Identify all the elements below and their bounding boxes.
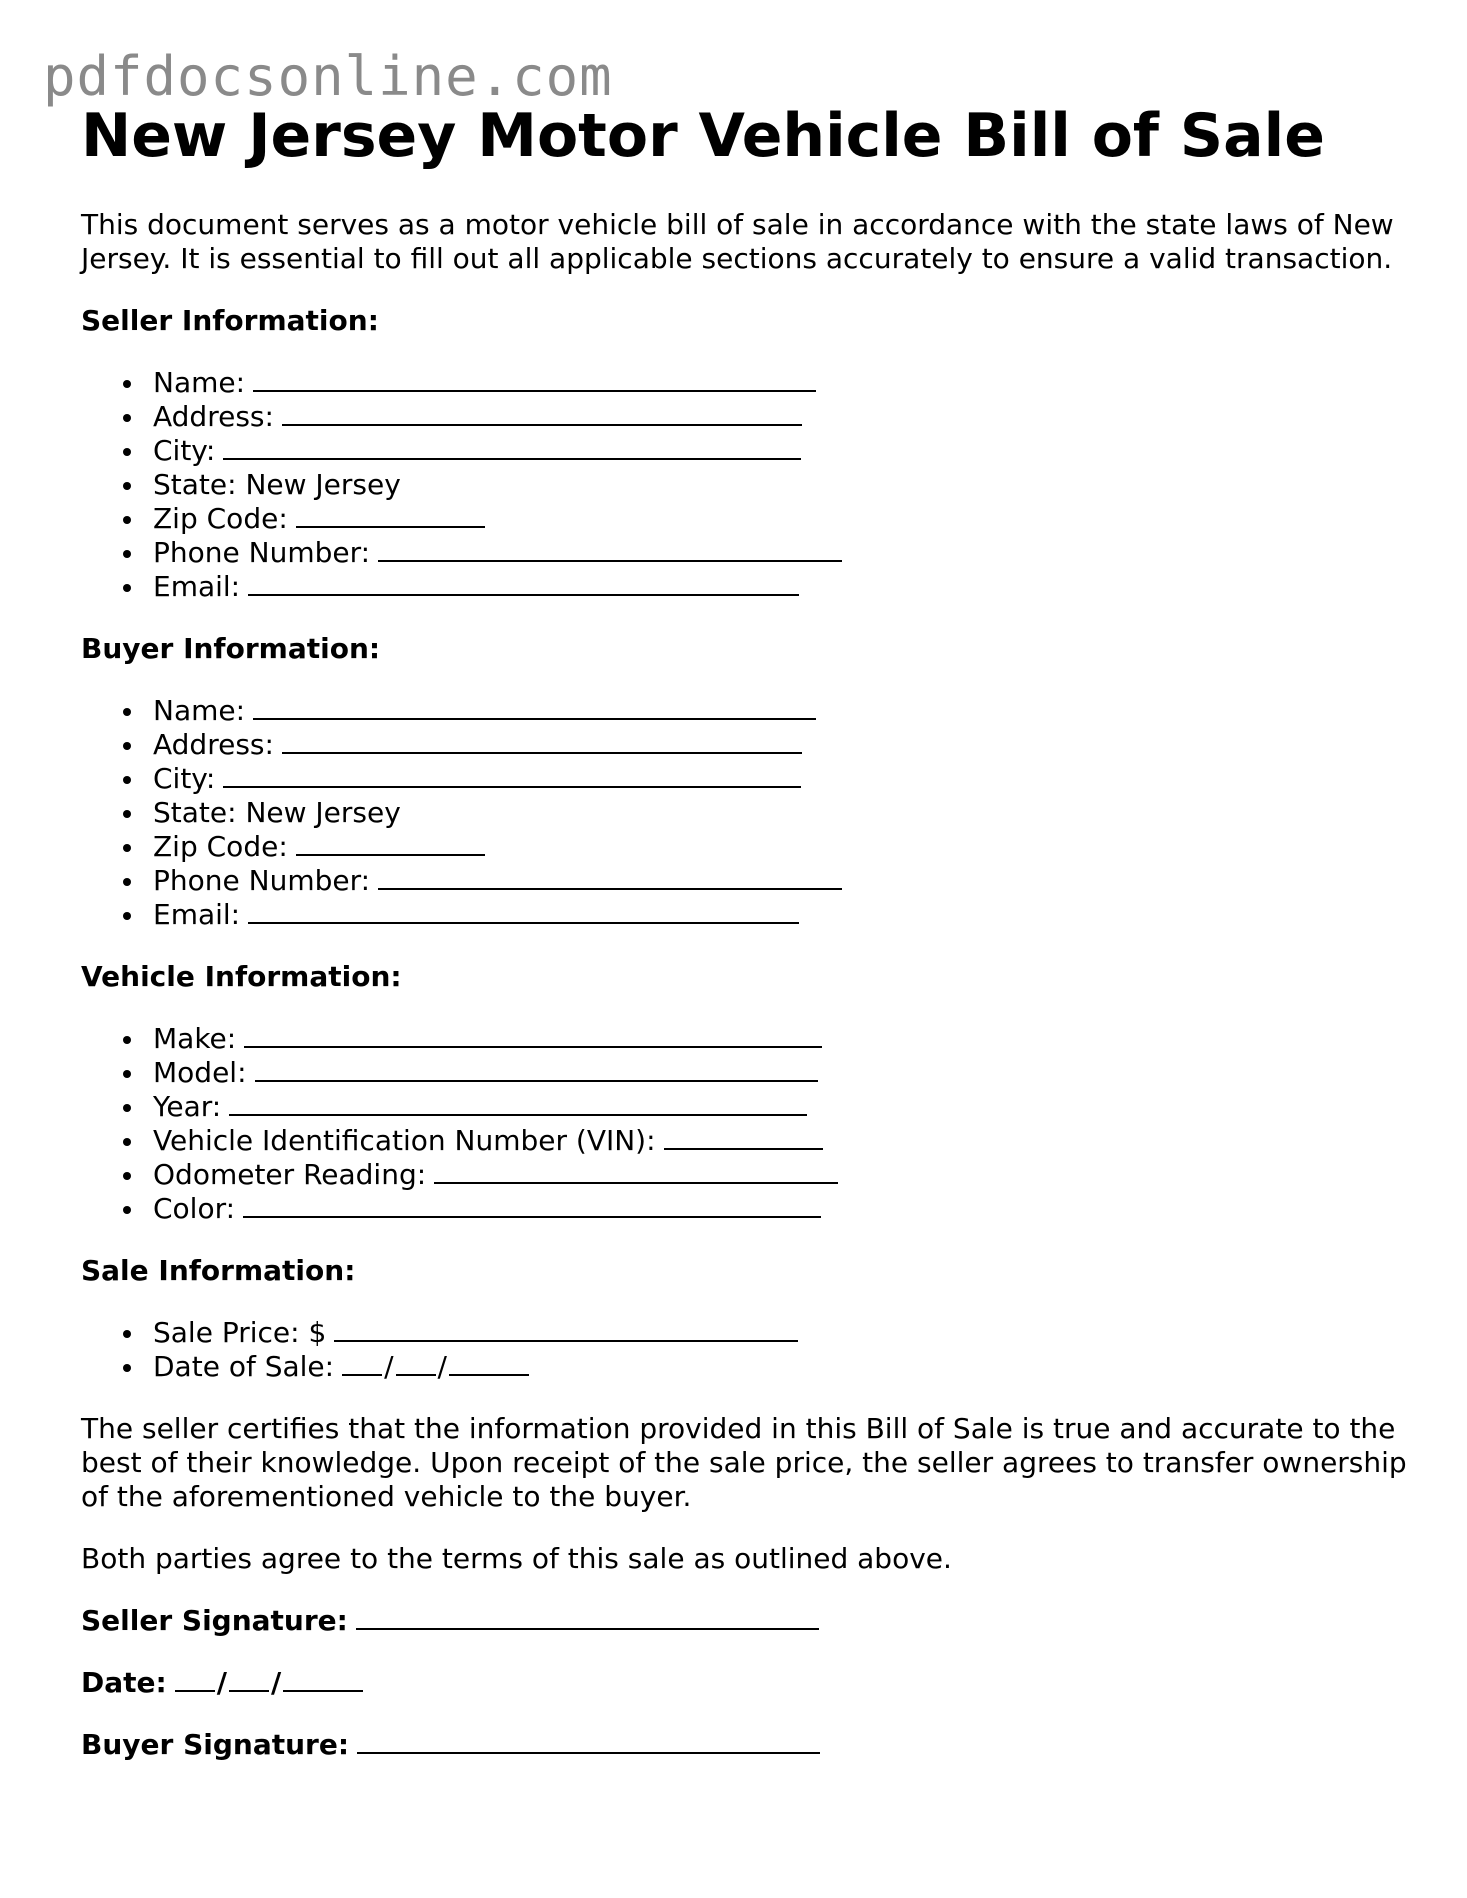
seller-state-item: [81, 468, 1421, 502]
buyer-address-item: [81, 728, 1421, 762]
buyer-address-field[interactable]: [282, 728, 802, 754]
vehicle-make-item: [81, 1022, 1421, 1056]
buyer-zip-label: Zip Code:: [153, 830, 288, 863]
vehicle-year-field[interactable]: [229, 1090, 807, 1116]
vehicle-heading: Vehicle Information:: [81, 960, 402, 993]
vehicle-color-label: Color:: [153, 1192, 236, 1225]
buyer-state-label: State: New Jersey: [153, 796, 401, 829]
vehicle-model-label: Model:: [153, 1056, 247, 1089]
buyer-email-label: Email:: [153, 898, 241, 931]
buyer-city-label: City:: [153, 762, 216, 795]
seller-city-label: City:: [153, 434, 216, 467]
buyer-phone-item: [81, 864, 1421, 898]
sale-price-item: [81, 1316, 1421, 1350]
seller-email-item: [81, 570, 1421, 604]
seller-zip-field[interactable]: [296, 502, 485, 528]
sale-date-year[interactable]: [449, 1350, 529, 1376]
sale-date-item: [81, 1350, 1421, 1384]
sale-date-label: Date of Sale:: [153, 1350, 335, 1383]
seller-address-item: [81, 400, 1421, 434]
date-separator: /: [437, 1350, 447, 1383]
sale-heading: Sale Information:: [81, 1254, 356, 1287]
vehicle-vin-field[interactable]: [664, 1124, 823, 1150]
buyer-email-field[interactable]: [248, 898, 799, 924]
buyer-signature-line: [81, 1728, 1421, 1762]
vehicle-fields: [81, 1022, 1421, 1226]
seller-address-field[interactable]: [282, 400, 802, 426]
buyer-city-field[interactable]: [223, 762, 801, 788]
sale-price-label: Sale Price: $: [153, 1316, 327, 1349]
buyer-address-label: Address:: [153, 728, 274, 761]
signature-date-day[interactable]: [229, 1666, 269, 1692]
sale-date-month[interactable]: [342, 1350, 382, 1376]
intro-paragraph: This document serves as a motor vehicle bill of sale in accordance with the state laws of New Jersey. It is essential to fill out all applicable sections accurately to ensure a valid transaction.: [81, 208, 1394, 275]
signature-date-field[interactable]: [175, 1666, 363, 1700]
buyer-name-label: Name:: [153, 694, 246, 727]
vehicle-model-field[interactable]: [255, 1056, 818, 1082]
seller-heading: Seller Information:: [81, 304, 379, 337]
seller-state-label: State: New Jersey: [153, 468, 401, 501]
seller-city-field[interactable]: [223, 434, 801, 460]
vehicle-model-item: [81, 1056, 1421, 1090]
document-page: [81, 100, 1421, 1762]
sale-price-field[interactable]: [334, 1316, 798, 1342]
seller-zip-label: Zip Code:: [153, 502, 288, 535]
seller-name-field[interactable]: [253, 366, 816, 392]
seller-name-label: Name:: [153, 366, 246, 399]
buyer-state-item: [81, 796, 1421, 830]
buyer-name-field[interactable]: [253, 694, 816, 720]
date-separator: /: [270, 1666, 282, 1699]
buyer-email-item: [81, 898, 1421, 932]
buyer-signature-label: Buyer Signature:: [81, 1728, 350, 1761]
seller-phone-label: Phone Number:: [153, 536, 371, 569]
buyer-zip-item: [81, 830, 1421, 864]
seller-fields: [81, 366, 1421, 604]
vehicle-make-field[interactable]: [244, 1022, 822, 1048]
buyer-phone-label: Phone Number:: [153, 864, 371, 897]
vehicle-color-field[interactable]: [243, 1192, 821, 1218]
seller-zip-item: [81, 502, 1421, 536]
seller-phone-item: [81, 536, 1421, 570]
buyer-fields: [81, 694, 1421, 932]
vehicle-odometer-item: [81, 1158, 1421, 1192]
buyer-name-item: [81, 694, 1421, 728]
vehicle-year-label: Year:: [153, 1090, 222, 1123]
seller-phone-field[interactable]: [378, 536, 842, 562]
watermark: pdfdocsonline.com: [43, 45, 613, 108]
buyer-city-item: [81, 762, 1421, 796]
sale-date-field[interactable]: [342, 1350, 529, 1384]
vehicle-vin-item: [81, 1124, 1421, 1158]
seller-signature-line: [81, 1604, 1421, 1638]
seller-address-label: Address:: [153, 400, 274, 433]
signature-date-line: [81, 1666, 1421, 1700]
date-separator: /: [384, 1350, 394, 1383]
signature-date-month[interactable]: [175, 1666, 215, 1692]
certification-paragraph: The seller certifies that the information provided in this Bill of Sale is true and accurate to the best of their knowledge. Upon receipt of the sale price, the seller agrees to transfer ownership of the aforementioned vehicle to the buyer.: [81, 1412, 1407, 1513]
vehicle-year-item: [81, 1090, 1421, 1124]
buyer-signature-field[interactable]: [357, 1728, 820, 1754]
buyer-zip-field[interactable]: [296, 830, 485, 856]
seller-email-label: Email:: [153, 570, 241, 603]
sale-date-day[interactable]: [396, 1350, 436, 1376]
seller-name-item: [81, 366, 1421, 400]
seller-signature-label: Seller Signature:: [81, 1604, 348, 1637]
document-title: New Jersey Motor Vehicle Bill of Sale: [81, 101, 1325, 171]
buyer-heading: Buyer Information:: [81, 632, 381, 665]
signature-date-year[interactable]: [283, 1666, 363, 1692]
seller-city-item: [81, 434, 1421, 468]
seller-email-field[interactable]: [248, 570, 799, 596]
agreement-paragraph: Both parties agree to the terms of this sale as outlined above.: [81, 1542, 952, 1575]
buyer-phone-field[interactable]: [378, 864, 842, 890]
vehicle-make-label: Make:: [153, 1022, 237, 1055]
vehicle-color-item: [81, 1192, 1421, 1226]
sale-fields: [81, 1316, 1421, 1384]
vehicle-vin-label: Vehicle Identification Number (VIN):: [153, 1124, 656, 1157]
vehicle-odometer-label: Odometer Reading:: [153, 1158, 427, 1191]
seller-signature-field[interactable]: [356, 1604, 819, 1630]
vehicle-odometer-field[interactable]: [434, 1158, 838, 1184]
date-separator: /: [216, 1666, 227, 1699]
signature-date-label: Date:: [81, 1666, 167, 1699]
